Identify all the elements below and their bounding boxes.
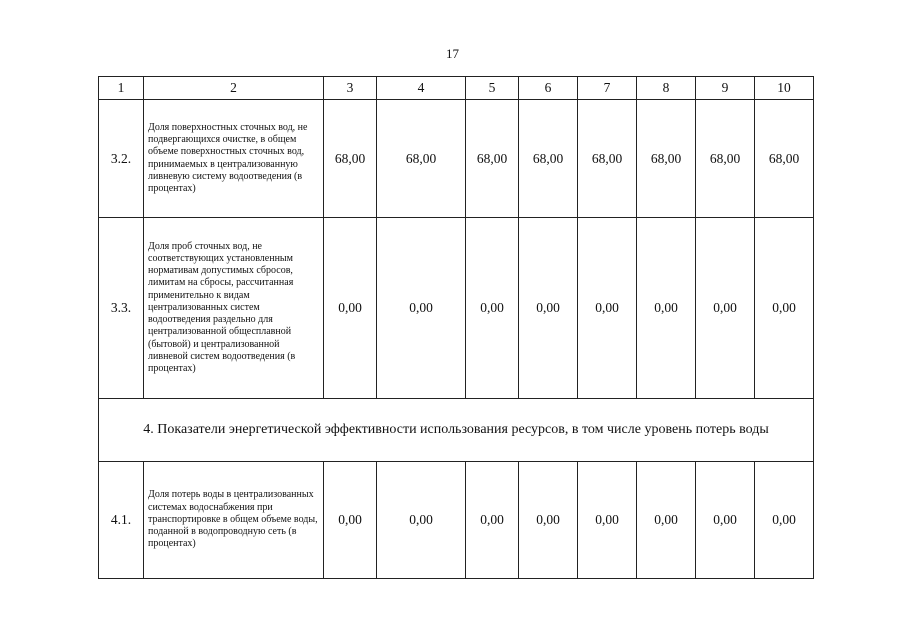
section-heading-row	[99, 399, 814, 462]
table-row	[99, 218, 814, 399]
table-cell: 0,00	[755, 218, 814, 399]
table-cell: 0,00	[637, 462, 696, 579]
table-row	[99, 462, 814, 579]
row-description: Доля проб сточных вод, не соответствующих установленным нормативам допустимых сбросов, лимитам на сбросы, рассчитанная применительно к видам централизованных систем водоотведения раздельно для централизованной общесплавной (бытовой) и централизованной ливневой систем водоотведения (в процентах)	[144, 218, 324, 399]
table-cell: 68,00	[377, 100, 466, 218]
table-cell: 0,00	[324, 462, 377, 579]
table-row	[99, 100, 814, 218]
table-cell: 0,00	[578, 218, 637, 399]
table-cell: 68,00	[637, 100, 696, 218]
table-cell: 68,00	[519, 100, 578, 218]
table-cell: 0,00	[578, 462, 637, 579]
table-cell: 68,00	[466, 100, 519, 218]
table-cell: 68,00	[578, 100, 637, 218]
column-header: 9	[696, 77, 755, 100]
row-description: Доля потерь воды в централизованных системах водоснабжения при транспортировке в общем объеме воды, поданной в водопроводную сеть (в процентах)	[144, 462, 324, 579]
table-cell: 0,00	[637, 218, 696, 399]
column-header: 6	[519, 77, 578, 100]
column-header: 2	[144, 77, 324, 100]
table-cell: 68,00	[755, 100, 814, 218]
table-cell: 0,00	[519, 218, 578, 399]
row-number: 3.3.	[99, 218, 144, 399]
section-heading: 4. Показатели энергетической эффективности использования ресурсов, в том числе уровень потерь воды	[99, 399, 814, 462]
column-header: 8	[637, 77, 696, 100]
page-number: 17	[446, 46, 459, 61]
table-cell: 68,00	[696, 100, 755, 218]
row-number: 3.2.	[99, 100, 144, 218]
column-header: 7	[578, 77, 637, 100]
table-header-row	[99, 77, 814, 100]
table-cell: 0,00	[519, 462, 578, 579]
row-description: Доля поверхностных сточных вод, не подвергающихся очистке, в общем объеме поверхностных сточных вод, принимаемых в централизованную ливневую систему водоотведения (в процентах)	[144, 100, 324, 218]
column-header: 1	[99, 77, 144, 100]
table-cell: 0,00	[755, 462, 814, 579]
column-header: 4	[377, 77, 466, 100]
row-number: 4.1.	[99, 462, 144, 579]
column-header: 3	[324, 77, 377, 100]
table-cell: 0,00	[696, 218, 755, 399]
column-header: 5	[466, 77, 519, 100]
table-cell: 0,00	[324, 218, 377, 399]
table-cell: 0,00	[377, 462, 466, 579]
table-cell: 0,00	[696, 462, 755, 579]
table-cell: 0,00	[466, 462, 519, 579]
table-cell: 0,00	[466, 218, 519, 399]
indicators-table	[98, 76, 814, 579]
table-cell: 68,00	[324, 100, 377, 218]
column-header: 10	[755, 77, 814, 100]
table-cell: 0,00	[377, 218, 466, 399]
